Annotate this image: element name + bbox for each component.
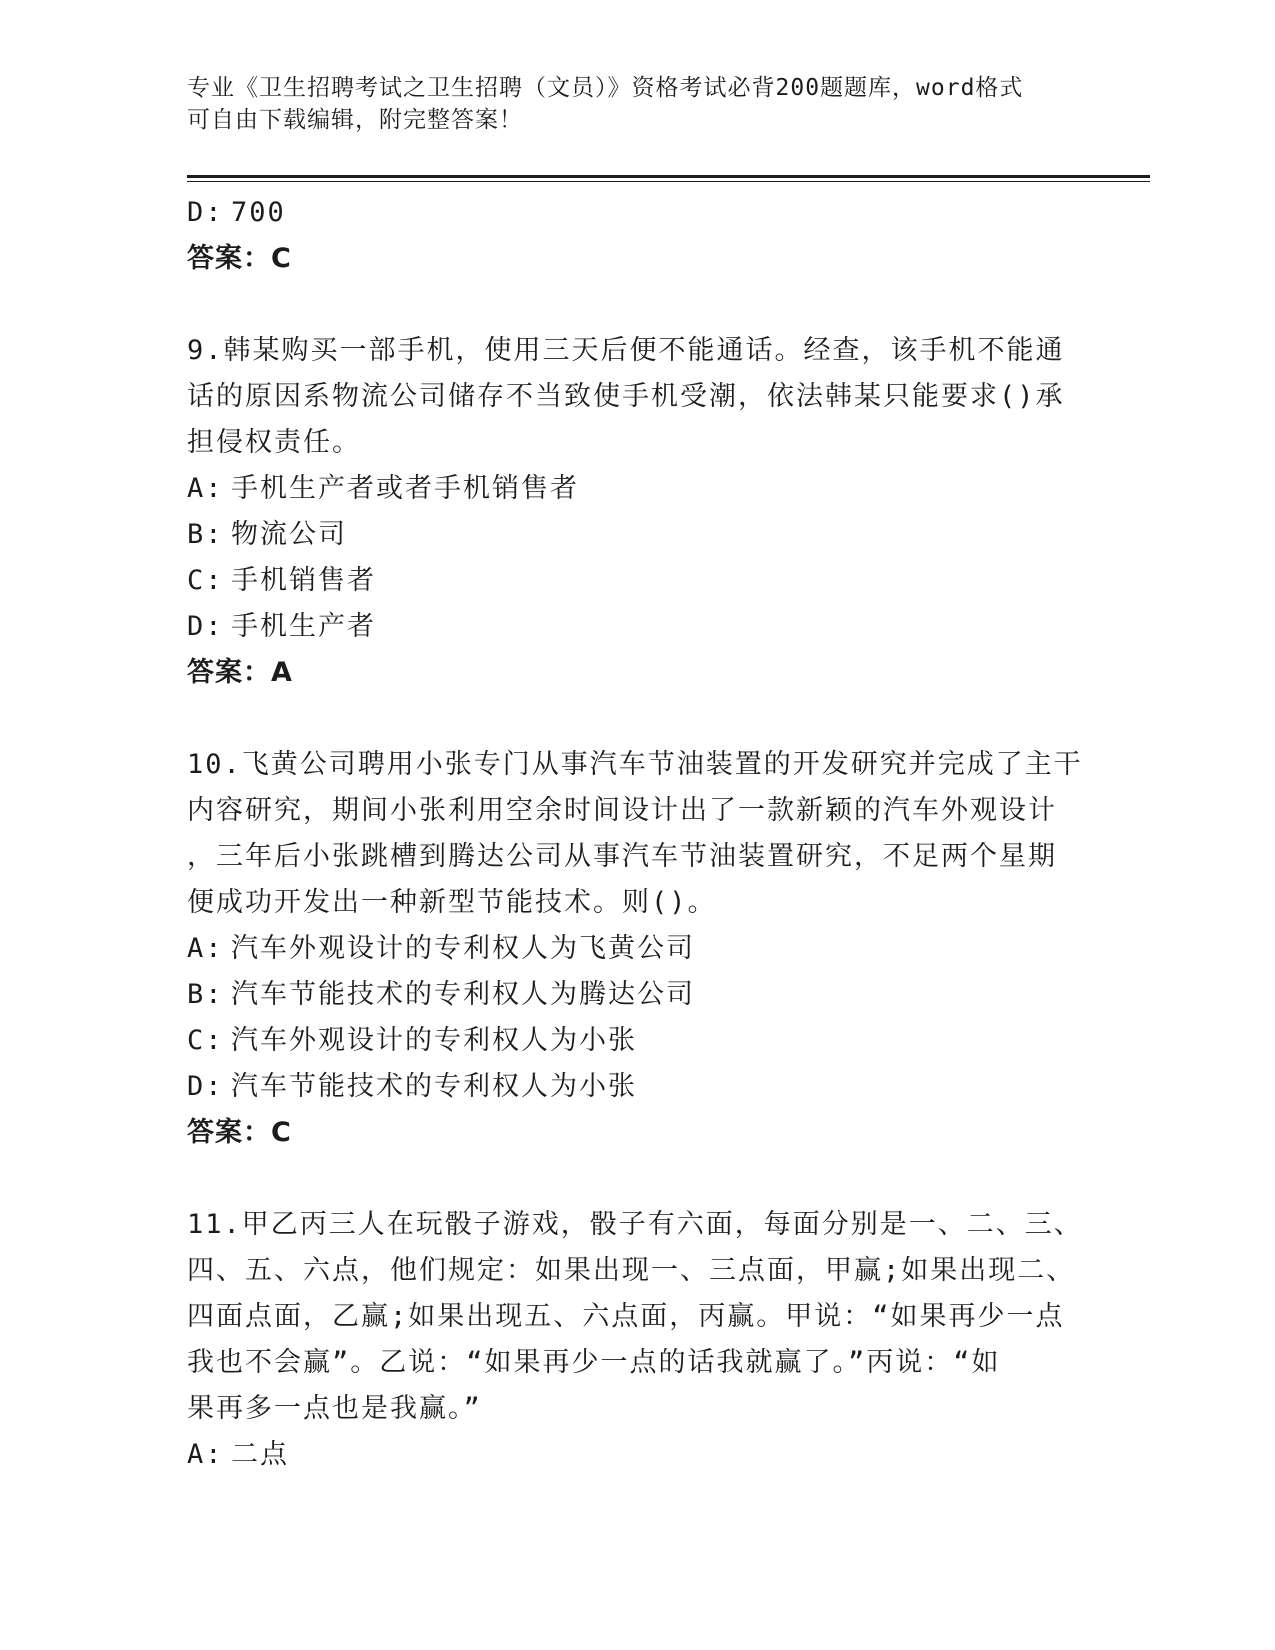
- option-text: 二点: [231, 1439, 289, 1470]
- option-c: [187, 1018, 1087, 1064]
- option-text: 汽车外观设计的专利权人为飞黄公司: [231, 933, 695, 964]
- question-text-line: 话的原因系物流公司储存不当致使手机受潮，依法韩某只能要求()承: [187, 381, 1065, 412]
- option-text: 物流公司: [231, 519, 347, 550]
- option-d: [187, 1064, 1087, 1110]
- option-letter: B:: [187, 519, 224, 550]
- header-divider-thick: [187, 175, 1150, 178]
- option-letter: D:: [187, 1071, 224, 1102]
- option-text: 手机销售者: [231, 565, 376, 596]
- question-text-line: 10.飞黄公司聘用小张专门从事汽车节油装置的开发研究并完成了主干: [187, 749, 1083, 780]
- question-text-line: 果再多一点也是我赢。”: [187, 1393, 482, 1424]
- answer-line: 答案：C: [187, 243, 292, 274]
- answer-line: 答案：A: [187, 657, 293, 688]
- option-d: [187, 604, 1087, 650]
- header-title-line-1: 专业《卫生招聘考试之卫生招聘（文员）》资格考试必背200题题库，word格式: [187, 75, 1024, 101]
- option-c: [187, 558, 1087, 604]
- option-text: 700: [231, 197, 286, 228]
- option-letter: A:: [187, 473, 224, 504]
- option-letter: D:: [187, 611, 224, 642]
- question-text-line: 11.甲乙丙三人在玩骰子游戏，骰子有六面，每面分别是一、二、三、: [187, 1209, 1083, 1240]
- option-b: [187, 512, 1087, 558]
- option-d: [187, 190, 1087, 236]
- header-title-line-2: 可自由下载编辑，附完整答案！: [187, 107, 523, 133]
- question-9: [187, 328, 1087, 696]
- option-letter: C:: [187, 565, 224, 596]
- option-text: 手机生产者或者手机销售者: [231, 473, 579, 504]
- question-11: [187, 1202, 1087, 1478]
- question-text-line: 四、五、六点，他们规定：如果出现一、三点面，甲赢;如果出现二、: [187, 1255, 1076, 1286]
- option-letter: D:: [187, 197, 224, 228]
- option-letter: A:: [187, 1439, 224, 1470]
- option-a: [187, 926, 1087, 972]
- question-text-line: 内容研究，期间小张利用空余时间设计出了一款新颖的汽车外观设计: [187, 795, 1057, 826]
- question-text-line: 担侵权责任。: [187, 427, 361, 458]
- header-divider-thin: [187, 181, 1150, 182]
- option-b: [187, 972, 1087, 1018]
- question-text-line: ，三年后小张跳槽到腾达公司从事汽车节油装置研究，不足两个星期: [187, 841, 1057, 872]
- question-text-line: 我也不会赢”。乙说：“如果再少一点的话我就赢了。”丙说：“如: [187, 1347, 1001, 1378]
- question-content: [187, 190, 1087, 1478]
- option-a: [187, 1432, 1087, 1478]
- option-letter: A:: [187, 933, 224, 964]
- option-a: [187, 466, 1087, 512]
- option-text: 汽车节能技术的专利权人为小张: [231, 1071, 637, 1102]
- option-text: 手机生产者: [231, 611, 376, 642]
- question-10: [187, 742, 1087, 1156]
- question-text-line: 便成功开发出一种新型节能技术。则()。: [187, 887, 717, 918]
- page-header: [187, 72, 1067, 136]
- option-text: 汽车外观设计的专利权人为小张: [231, 1025, 637, 1056]
- answer-line: 答案：C: [187, 1117, 292, 1148]
- option-letter: B:: [187, 979, 224, 1010]
- question-text-line: 9.韩某购买一部手机，使用三天后便不能通话。经查，该手机不能通: [187, 335, 1065, 366]
- question-text-line: 四面点面，乙赢;如果出现五、六点面，丙赢。甲说：“如果再少一点: [187, 1301, 1065, 1332]
- option-letter: C:: [187, 1025, 224, 1056]
- option-text: 汽车节能技术的专利权人为腾达公司: [231, 979, 695, 1010]
